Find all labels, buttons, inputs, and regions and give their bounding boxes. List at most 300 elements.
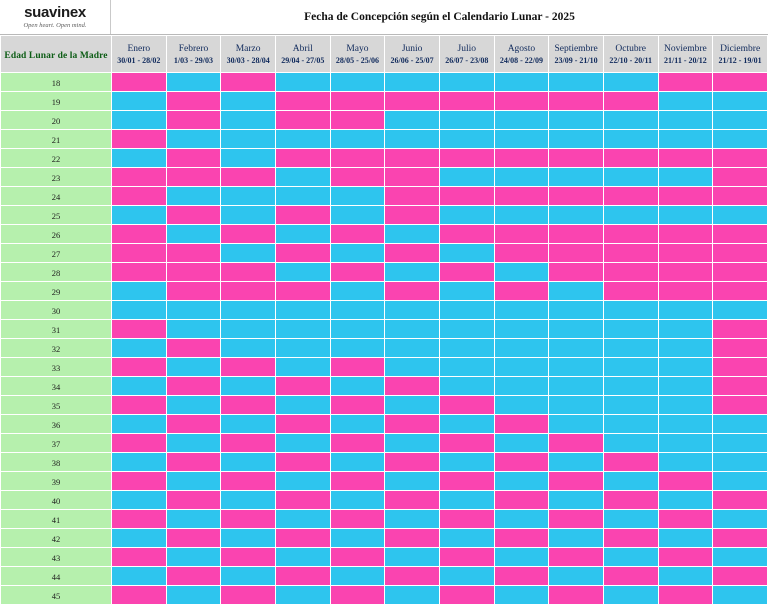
prediction-cell-girl bbox=[494, 453, 549, 472]
prediction-cell-girl bbox=[166, 339, 221, 358]
prediction-cell-boy bbox=[112, 282, 167, 301]
prediction-cell-boy bbox=[166, 225, 221, 244]
prediction-cell-boy bbox=[275, 301, 330, 320]
prediction-cell-boy bbox=[166, 320, 221, 339]
table-row bbox=[1, 510, 768, 529]
prediction-cell-girl bbox=[713, 73, 768, 92]
table-row bbox=[1, 529, 768, 548]
age-label: 36 bbox=[51, 420, 61, 430]
prediction-cell-boy bbox=[275, 396, 330, 415]
prediction-cell-boy bbox=[166, 130, 221, 149]
age-cell bbox=[1, 415, 112, 434]
age-label: 43 bbox=[51, 553, 61, 563]
prediction-cell-boy bbox=[658, 491, 713, 510]
prediction-cell-boy bbox=[112, 339, 167, 358]
prediction-cell-girl bbox=[713, 529, 768, 548]
month-date-range: 26/07 - 23/08 bbox=[445, 55, 489, 65]
prediction-cell-girl bbox=[330, 168, 385, 187]
prediction-cell-girl bbox=[713, 225, 768, 244]
prediction-cell-boy bbox=[549, 282, 604, 301]
prediction-cell-boy bbox=[166, 472, 221, 491]
age-label: 41 bbox=[51, 515, 61, 525]
age-label: 30 bbox=[51, 306, 61, 316]
prediction-cell-girl bbox=[166, 567, 221, 586]
prediction-cell-boy bbox=[275, 339, 330, 358]
age-label: 29 bbox=[51, 287, 61, 297]
prediction-cell-boy bbox=[713, 510, 768, 529]
prediction-cell-boy bbox=[603, 472, 658, 491]
prediction-cell-boy bbox=[494, 586, 549, 605]
prediction-cell-boy bbox=[385, 510, 440, 529]
prediction-cell-girl bbox=[549, 244, 604, 263]
prediction-cell-boy bbox=[658, 358, 713, 377]
prediction-cell-girl bbox=[494, 92, 549, 111]
month-date-range: 28/05 - 25/06 bbox=[335, 55, 379, 65]
prediction-cell-boy bbox=[439, 282, 494, 301]
prediction-cell-girl bbox=[330, 358, 385, 377]
prediction-cell-boy bbox=[166, 301, 221, 320]
prediction-cell-girl bbox=[658, 472, 713, 491]
prediction-cell-boy bbox=[275, 168, 330, 187]
prediction-cell-boy bbox=[330, 529, 385, 548]
prediction-cell-girl bbox=[439, 187, 494, 206]
table-body bbox=[1, 73, 768, 605]
prediction-cell-girl bbox=[112, 187, 167, 206]
prediction-cell-boy bbox=[658, 453, 713, 472]
table-head bbox=[1, 36, 768, 73]
month-column-header bbox=[439, 36, 494, 73]
prediction-cell-boy bbox=[603, 396, 658, 415]
prediction-cell-boy bbox=[439, 320, 494, 339]
prediction-cell-girl bbox=[221, 225, 276, 244]
prediction-cell-boy bbox=[385, 111, 440, 130]
prediction-cell-boy bbox=[658, 168, 713, 187]
prediction-cell-girl bbox=[385, 92, 440, 111]
prediction-cell-boy bbox=[439, 529, 494, 548]
table-row bbox=[1, 301, 768, 320]
age-label: 26 bbox=[51, 230, 61, 240]
table-row bbox=[1, 263, 768, 282]
age-label: 40 bbox=[51, 496, 61, 506]
month-header-row bbox=[1, 36, 768, 73]
prediction-cell-boy bbox=[330, 339, 385, 358]
prediction-cell-girl bbox=[275, 282, 330, 301]
prediction-cell-boy bbox=[658, 320, 713, 339]
prediction-cell-girl bbox=[494, 225, 549, 244]
prediction-cell-girl bbox=[385, 415, 440, 434]
prediction-cell-girl bbox=[439, 263, 494, 282]
table-row bbox=[1, 358, 768, 377]
prediction-cell-girl bbox=[658, 263, 713, 282]
prediction-cell-boy bbox=[549, 358, 604, 377]
prediction-cell-boy bbox=[221, 377, 276, 396]
table-row bbox=[1, 472, 768, 491]
month-name: Diciembre bbox=[720, 43, 761, 54]
table-row bbox=[1, 225, 768, 244]
prediction-cell-boy bbox=[275, 472, 330, 491]
prediction-cell-girl bbox=[439, 510, 494, 529]
prediction-cell-boy bbox=[549, 339, 604, 358]
month-column-header bbox=[166, 36, 221, 73]
age-cell bbox=[1, 472, 112, 491]
month-column-header bbox=[713, 36, 768, 73]
age-cell bbox=[1, 92, 112, 111]
prediction-cell-boy bbox=[658, 377, 713, 396]
table-row bbox=[1, 415, 768, 434]
lunar-calendar-table bbox=[0, 35, 768, 605]
prediction-cell-girl bbox=[166, 206, 221, 225]
prediction-cell-boy bbox=[439, 130, 494, 149]
prediction-cell-boy bbox=[166, 586, 221, 605]
prediction-cell-boy bbox=[658, 396, 713, 415]
prediction-cell-boy bbox=[221, 111, 276, 130]
month-column-header bbox=[221, 36, 276, 73]
prediction-cell-boy bbox=[549, 415, 604, 434]
age-cell bbox=[1, 434, 112, 453]
month-name: Julio bbox=[457, 43, 476, 54]
prediction-cell-boy bbox=[385, 548, 440, 567]
prediction-cell-girl bbox=[603, 453, 658, 472]
prediction-cell-boy bbox=[439, 339, 494, 358]
mother-lunar-age-label: Edad Lunar de la Madre bbox=[4, 51, 108, 61]
prediction-cell-boy bbox=[439, 377, 494, 396]
prediction-cell-girl bbox=[658, 282, 713, 301]
age-cell bbox=[1, 396, 112, 415]
prediction-cell-boy bbox=[603, 339, 658, 358]
prediction-cell-boy bbox=[713, 472, 768, 491]
table-row bbox=[1, 206, 768, 225]
prediction-cell-boy bbox=[658, 92, 713, 111]
prediction-cell-girl bbox=[385, 149, 440, 168]
age-cell bbox=[1, 206, 112, 225]
prediction-cell-girl bbox=[549, 472, 604, 491]
prediction-cell-girl bbox=[439, 225, 494, 244]
month-date-range: 30/01 - 28/02 bbox=[117, 55, 161, 65]
prediction-cell-boy bbox=[494, 168, 549, 187]
prediction-cell-boy bbox=[166, 434, 221, 453]
prediction-cell-girl bbox=[603, 187, 658, 206]
prediction-cell-boy bbox=[713, 301, 768, 320]
prediction-cell-girl bbox=[494, 567, 549, 586]
prediction-cell-girl bbox=[549, 510, 604, 529]
prediction-cell-girl bbox=[603, 491, 658, 510]
prediction-cell-girl bbox=[112, 168, 167, 187]
age-cell bbox=[1, 187, 112, 206]
age-cell bbox=[1, 510, 112, 529]
prediction-cell-boy bbox=[658, 130, 713, 149]
prediction-cell-boy bbox=[713, 434, 768, 453]
table-row bbox=[1, 320, 768, 339]
prediction-cell-boy bbox=[112, 111, 167, 130]
prediction-cell-boy bbox=[494, 73, 549, 92]
prediction-cell-girl bbox=[549, 149, 604, 168]
prediction-cell-boy bbox=[603, 320, 658, 339]
month-name: Abril bbox=[292, 43, 313, 54]
prediction-cell-girl bbox=[166, 491, 221, 510]
prediction-cell-girl bbox=[658, 244, 713, 263]
prediction-cell-girl bbox=[603, 282, 658, 301]
prediction-cell-boy bbox=[166, 548, 221, 567]
prediction-cell-boy bbox=[494, 510, 549, 529]
prediction-cell-boy bbox=[275, 358, 330, 377]
prediction-cell-boy bbox=[385, 263, 440, 282]
prediction-cell-boy bbox=[713, 548, 768, 567]
prediction-cell-girl bbox=[658, 73, 713, 92]
prediction-cell-girl bbox=[330, 111, 385, 130]
prediction-cell-girl bbox=[275, 206, 330, 225]
prediction-cell-boy bbox=[112, 415, 167, 434]
month-name: Enero bbox=[127, 43, 151, 54]
prediction-cell-boy bbox=[658, 567, 713, 586]
prediction-cell-boy bbox=[713, 453, 768, 472]
age-label: 39 bbox=[51, 477, 61, 487]
prediction-cell-boy bbox=[112, 92, 167, 111]
prediction-cell-girl bbox=[494, 149, 549, 168]
prediction-cell-boy bbox=[658, 434, 713, 453]
prediction-cell-girl bbox=[713, 396, 768, 415]
prediction-cell-boy bbox=[494, 548, 549, 567]
prediction-cell-boy bbox=[385, 339, 440, 358]
prediction-cell-boy bbox=[549, 168, 604, 187]
month-column-header bbox=[494, 36, 549, 73]
prediction-cell-boy bbox=[439, 73, 494, 92]
prediction-cell-boy bbox=[603, 377, 658, 396]
prediction-cell-boy bbox=[494, 472, 549, 491]
table-row bbox=[1, 339, 768, 358]
prediction-cell-girl bbox=[166, 149, 221, 168]
prediction-cell-boy bbox=[439, 301, 494, 320]
prediction-cell-girl bbox=[658, 586, 713, 605]
table-row bbox=[1, 567, 768, 586]
prediction-cell-boy bbox=[603, 548, 658, 567]
prediction-cell-girl bbox=[494, 491, 549, 510]
prediction-cell-girl bbox=[713, 149, 768, 168]
age-cell bbox=[1, 73, 112, 92]
prediction-cell-boy bbox=[275, 187, 330, 206]
prediction-cell-boy bbox=[112, 377, 167, 396]
month-column-header bbox=[112, 36, 167, 73]
prediction-cell-boy bbox=[221, 415, 276, 434]
table-row bbox=[1, 491, 768, 510]
table-row bbox=[1, 73, 768, 92]
prediction-cell-girl bbox=[385, 282, 440, 301]
age-label: 23 bbox=[51, 173, 61, 183]
prediction-cell-boy bbox=[603, 415, 658, 434]
month-date-range: 1/03 - 29/03 bbox=[173, 55, 214, 65]
prediction-cell-boy bbox=[112, 206, 167, 225]
prediction-cell-boy bbox=[221, 187, 276, 206]
prediction-cell-girl bbox=[112, 358, 167, 377]
month-name: Febrero bbox=[178, 43, 209, 54]
prediction-cell-girl bbox=[275, 529, 330, 548]
prediction-cell-boy bbox=[221, 92, 276, 111]
prediction-cell-girl bbox=[385, 244, 440, 263]
prediction-cell-boy bbox=[385, 73, 440, 92]
prediction-cell-boy bbox=[275, 434, 330, 453]
prediction-cell-boy bbox=[385, 130, 440, 149]
prediction-cell-girl bbox=[713, 187, 768, 206]
table-row bbox=[1, 586, 768, 605]
prediction-cell-girl bbox=[713, 282, 768, 301]
prediction-cell-boy bbox=[330, 130, 385, 149]
header-band bbox=[0, 0, 768, 35]
prediction-cell-girl bbox=[603, 567, 658, 586]
table-row bbox=[1, 130, 768, 149]
prediction-cell-boy bbox=[549, 396, 604, 415]
prediction-cell-girl bbox=[275, 149, 330, 168]
prediction-cell-boy bbox=[439, 111, 494, 130]
prediction-cell-boy bbox=[439, 453, 494, 472]
age-cell bbox=[1, 529, 112, 548]
prediction-cell-boy bbox=[330, 491, 385, 510]
prediction-cell-girl bbox=[275, 244, 330, 263]
prediction-cell-boy bbox=[494, 130, 549, 149]
page-title: Fecha de Concepción según el Calendario Lunar - 2025 bbox=[304, 11, 575, 23]
age-label: 27 bbox=[51, 249, 61, 259]
title-container bbox=[111, 0, 768, 34]
month-column-header bbox=[275, 36, 330, 73]
prediction-cell-boy bbox=[658, 301, 713, 320]
brand-name: suavinex bbox=[24, 3, 86, 21]
prediction-cell-boy bbox=[439, 415, 494, 434]
prediction-cell-girl bbox=[112, 225, 167, 244]
mother-lunar-age-header bbox=[1, 36, 112, 73]
age-cell bbox=[1, 244, 112, 263]
prediction-cell-boy bbox=[549, 206, 604, 225]
prediction-cell-girl bbox=[385, 168, 440, 187]
age-cell bbox=[1, 130, 112, 149]
prediction-cell-boy bbox=[275, 510, 330, 529]
age-cell bbox=[1, 567, 112, 586]
prediction-cell-boy bbox=[713, 92, 768, 111]
prediction-cell-boy bbox=[385, 396, 440, 415]
age-label: 32 bbox=[51, 344, 61, 354]
age-label: 18 bbox=[51, 78, 61, 88]
age-label: 22 bbox=[51, 154, 61, 164]
prediction-cell-girl bbox=[330, 548, 385, 567]
prediction-cell-girl bbox=[275, 491, 330, 510]
prediction-cell-girl bbox=[166, 111, 221, 130]
prediction-cell-girl bbox=[221, 586, 276, 605]
prediction-cell-girl bbox=[385, 377, 440, 396]
prediction-cell-girl bbox=[494, 415, 549, 434]
prediction-cell-boy bbox=[166, 73, 221, 92]
prediction-cell-boy bbox=[549, 567, 604, 586]
table-row bbox=[1, 244, 768, 263]
prediction-cell-girl bbox=[221, 434, 276, 453]
prediction-cell-boy bbox=[603, 301, 658, 320]
prediction-cell-girl bbox=[713, 339, 768, 358]
prediction-cell-girl bbox=[603, 149, 658, 168]
age-cell bbox=[1, 282, 112, 301]
month-name: Mayo bbox=[346, 43, 369, 54]
age-cell bbox=[1, 320, 112, 339]
prediction-cell-girl bbox=[494, 244, 549, 263]
month-date-range: 30/03 - 28/04 bbox=[226, 55, 270, 65]
prediction-cell-girl bbox=[112, 434, 167, 453]
age-label: 25 bbox=[51, 211, 61, 221]
age-cell bbox=[1, 358, 112, 377]
age-label: 28 bbox=[51, 268, 61, 278]
month-date-range: 29/04 - 27/05 bbox=[281, 55, 325, 65]
table-row bbox=[1, 187, 768, 206]
prediction-cell-girl bbox=[275, 453, 330, 472]
prediction-cell-girl bbox=[603, 263, 658, 282]
prediction-cell-boy bbox=[385, 358, 440, 377]
prediction-cell-girl bbox=[439, 396, 494, 415]
prediction-cell-girl bbox=[221, 548, 276, 567]
prediction-cell-boy bbox=[658, 206, 713, 225]
prediction-cell-boy bbox=[603, 510, 658, 529]
prediction-cell-boy bbox=[439, 491, 494, 510]
prediction-cell-boy bbox=[221, 529, 276, 548]
prediction-cell-girl bbox=[713, 263, 768, 282]
prediction-cell-girl bbox=[658, 548, 713, 567]
month-name: Agosto bbox=[507, 43, 536, 54]
month-date-range: 21/11 - 20/12 bbox=[664, 55, 707, 65]
brand-logo bbox=[0, 0, 111, 34]
prediction-cell-boy bbox=[549, 301, 604, 320]
prediction-cell-girl bbox=[494, 187, 549, 206]
prediction-cell-girl bbox=[112, 73, 167, 92]
table-row bbox=[1, 92, 768, 111]
month-column-header bbox=[330, 36, 385, 73]
age-label: 34 bbox=[51, 382, 61, 392]
prediction-cell-girl bbox=[713, 244, 768, 263]
prediction-cell-girl bbox=[549, 187, 604, 206]
prediction-cell-girl bbox=[385, 529, 440, 548]
prediction-cell-girl bbox=[439, 92, 494, 111]
prediction-cell-boy bbox=[603, 434, 658, 453]
prediction-cell-girl bbox=[330, 396, 385, 415]
prediction-cell-girl bbox=[439, 586, 494, 605]
prediction-cell-girl bbox=[112, 472, 167, 491]
prediction-cell-girl bbox=[330, 225, 385, 244]
prediction-cell-girl bbox=[549, 92, 604, 111]
prediction-cell-girl bbox=[166, 377, 221, 396]
prediction-cell-girl bbox=[112, 396, 167, 415]
prediction-cell-boy bbox=[603, 73, 658, 92]
table-row bbox=[1, 396, 768, 415]
prediction-cell-boy bbox=[221, 491, 276, 510]
prediction-cell-girl bbox=[112, 320, 167, 339]
prediction-cell-girl bbox=[439, 434, 494, 453]
age-cell bbox=[1, 225, 112, 244]
prediction-cell-boy bbox=[221, 301, 276, 320]
prediction-cell-boy bbox=[658, 111, 713, 130]
prediction-cell-boy bbox=[494, 263, 549, 282]
age-label: 37 bbox=[51, 439, 61, 449]
table-row bbox=[1, 168, 768, 187]
prediction-cell-girl bbox=[658, 149, 713, 168]
prediction-cell-girl bbox=[494, 282, 549, 301]
prediction-cell-boy bbox=[494, 320, 549, 339]
prediction-cell-girl bbox=[603, 225, 658, 244]
prediction-cell-boy bbox=[221, 149, 276, 168]
prediction-cell-boy bbox=[330, 244, 385, 263]
prediction-cell-girl bbox=[221, 510, 276, 529]
prediction-cell-boy bbox=[112, 149, 167, 168]
prediction-cell-girl bbox=[713, 567, 768, 586]
prediction-cell-girl bbox=[166, 168, 221, 187]
table-row bbox=[1, 149, 768, 168]
prediction-cell-boy bbox=[330, 567, 385, 586]
prediction-cell-boy bbox=[112, 301, 167, 320]
prediction-cell-girl bbox=[549, 586, 604, 605]
prediction-cell-girl bbox=[166, 282, 221, 301]
prediction-cell-girl bbox=[439, 149, 494, 168]
prediction-cell-boy bbox=[658, 529, 713, 548]
